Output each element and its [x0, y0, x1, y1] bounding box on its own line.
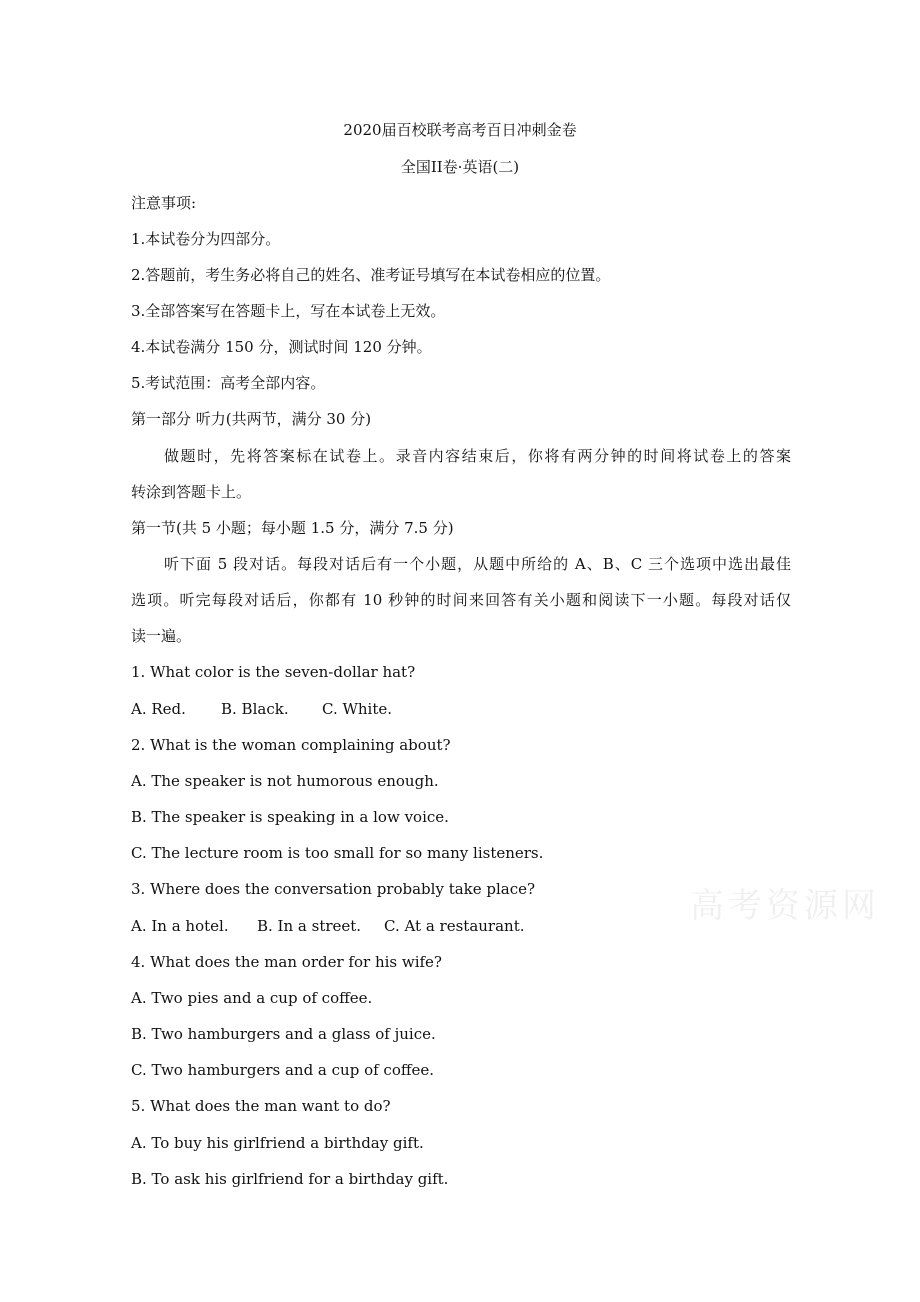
notice-item-1: 1.本试卷分为四部分。	[131, 230, 281, 248]
question-1-options	[131, 699, 791, 719]
question-3-option-c: C. At a restaurant.	[384, 917, 525, 935]
question-4-option-b: B. Two hamburgers and a glass of juice.	[131, 1025, 436, 1043]
notice-item-3: 3.全部答案写在答题卡上，写在本试卷上无效。	[131, 302, 446, 320]
part1-heading: 第一部分 听力(共两节，满分 30 分)	[131, 410, 372, 428]
question-2-option-b: B. The speaker is speaking in a low voice.	[131, 808, 449, 826]
question-2-option-a: A. The speaker is not humorous enough.	[131, 772, 439, 790]
notice-item-5: 5.考试范围：高考全部内容。	[131, 374, 326, 392]
question-2-option-c: C. The lecture room is too small for so many listeners.	[131, 844, 544, 862]
notice-heading: 注意事项:	[131, 194, 197, 212]
section1-heading: 第一节(共 5 小题；每小题 1.5 分，满分 7.5 分)	[131, 519, 454, 537]
question-3-stem: 3. Where does the conversation probably take place?	[131, 880, 536, 898]
question-1-option-b: B. Black.	[221, 700, 289, 718]
notice-item-2: 2.答题前，考生务必将自己的姓名、准考证号填写在本试卷相应的位置。	[131, 266, 611, 284]
question-1-stem: 1. What color is the seven-dollar hat?	[131, 663, 416, 681]
question-4-stem: 4. What does the man order for his wife?	[131, 953, 442, 971]
section1-instruction-line1: 听下面 5 段对话。每段对话后有一个小题，从题中所给的 A、B、C 三个选项中选出最佳	[164, 555, 791, 573]
part1-instruction-line2: 转涂到答题卡上。	[131, 483, 252, 501]
part1-instruction-line1: 做题时，先将答案标在试卷上。录音内容结束后，你将有两分钟的时间将试卷上的答案	[164, 447, 791, 465]
question-4-option-c: C. Two hamburgers and a cup of coffee.	[131, 1061, 435, 1079]
exam-subtitle: 全国II卷·英语(二)	[400, 158, 520, 176]
section1-instruction-line3: 读一遍。	[131, 627, 192, 645]
watermark: 高考资源网	[690, 886, 880, 926]
question-1-option-c: C. White.	[322, 700, 393, 718]
question-3-option-a: A. In a hotel.	[131, 917, 229, 935]
notice-item-4: 4.本试卷满分 150 分，测试时间 120 分钟。	[131, 338, 432, 356]
question-3-option-b: B. In a street.	[257, 917, 362, 935]
exam-title: 2020届百校联考高考百日冲刺金卷	[343, 121, 577, 139]
question-5-option-a: A. To buy his girlfriend a birthday gift.	[131, 1134, 424, 1152]
question-2-stem: 2. What is the woman complaining about?	[131, 736, 451, 754]
question-4-option-a: A. Two pies and a cup of coffee.	[131, 989, 373, 1007]
question-5-stem: 5. What does the man want to do?	[131, 1097, 391, 1115]
section1-instruction-line2: 选项。听完每段对话后，你都有 10 秒钟的时间来回答有关小题和阅读下一小题。每段对话仅	[131, 591, 791, 609]
question-1-option-a: A. Red.	[131, 700, 186, 718]
question-5-option-b: B. To ask his girlfriend for a birthday gift.	[131, 1170, 449, 1188]
